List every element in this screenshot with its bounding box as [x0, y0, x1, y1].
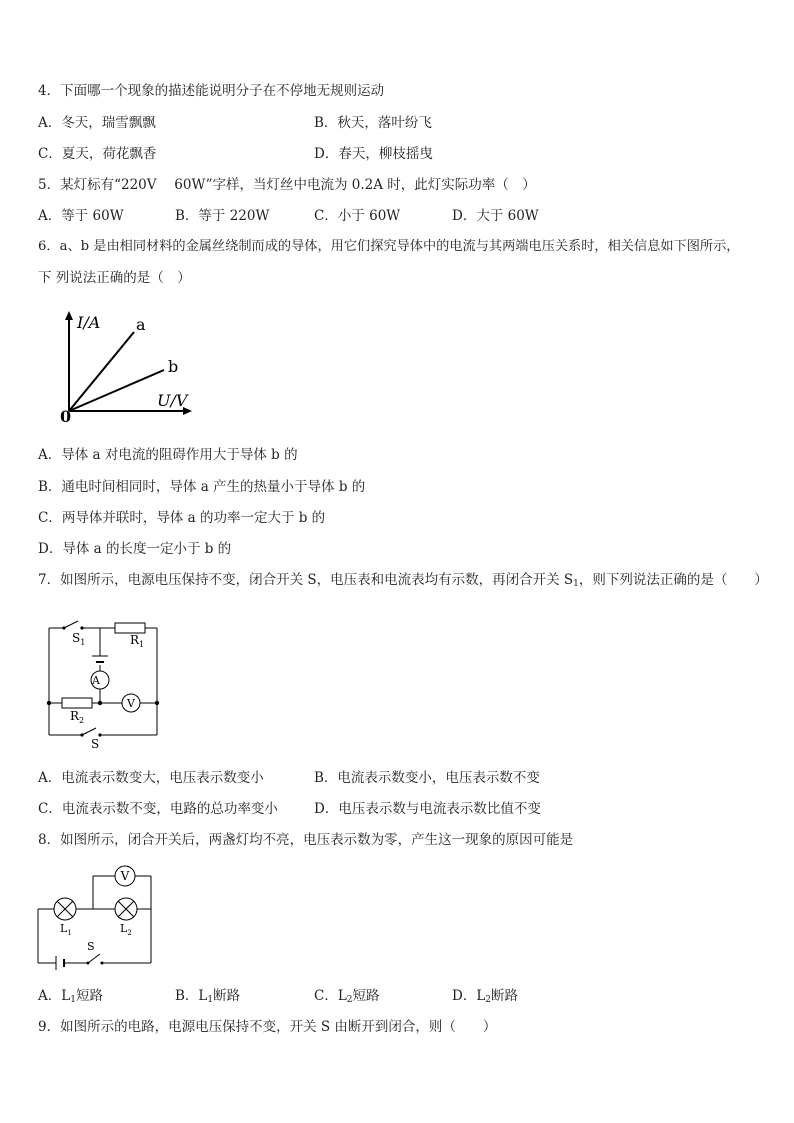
- q4-stem: 4．下面哪一个现象的描述能说明分子在不停地无规则运动: [38, 83, 385, 99]
- q4-option-b: B．秋天，落叶纷飞: [314, 115, 432, 131]
- q6-stem-line2: 下 列说法正确的是（ ）: [38, 270, 191, 286]
- switch-s1-blade: [64, 621, 78, 628]
- q7-stem-pre: 7．如图所示，电源电压保持不变，闭合开关 S，电压表和电流表均有示数，再闭合开关 S: [38, 572, 574, 588]
- switch-s-label: S: [87, 940, 95, 953]
- origin-label: 0: [60, 407, 72, 426]
- q5-option-c: C．小于 60W: [314, 208, 401, 224]
- q7-option-a: A．电流表示数变大，电压表示数变小: [38, 770, 264, 786]
- x-axis-label: U/V: [157, 391, 188, 410]
- switch-s-blade: [88, 954, 100, 963]
- junction-dot: [47, 701, 51, 705]
- switch-s-label: S: [91, 737, 100, 751]
- q6-stem-line1: 6．a、b 是由相同材料的金属丝绕制而成的导体，用它们探究导体中的电流与其两端电压关系时，相关信息如下图所示，: [38, 239, 740, 254]
- resistor-r1: [115, 623, 145, 633]
- y-axis-arrow-icon: [65, 311, 73, 320]
- q7-stem-post: ，则下列说法正确的是（ ）: [578, 572, 768, 588]
- q6-option-d: D．导体 a 的长度一定小于 b 的: [38, 541, 232, 557]
- q8-circuit-diagram: [34, 862, 159, 970]
- q6-option-b: B．通电时间相同时，导体 a 产生的热量小于导体 b 的: [38, 479, 366, 495]
- lamp-l1-label: $L_1$: [60, 922, 72, 937]
- q5-option-b: B．等于 220W: [175, 208, 270, 224]
- q5-stem: 5．某灯标有“220V 60W”字样，当灯丝中电流为 0.2A 时，此灯实际功率（ ）: [38, 177, 536, 193]
- resistor-r2-label: $R_2$: [70, 709, 85, 725]
- voltmeter-label: V: [120, 869, 130, 883]
- junction-dot: [98, 701, 102, 705]
- junction-dot: [155, 701, 159, 705]
- voltmeter-label: V: [127, 697, 135, 710]
- y-axis-label: I/A: [77, 313, 101, 332]
- resistor-r2: [62, 698, 92, 708]
- switch-s-blade: [82, 728, 96, 735]
- q7-stem-sub: 1: [573, 579, 579, 589]
- q5-option-a: A．等于 60W: [38, 208, 124, 224]
- q6-option-c: C．两导体并联时，导体 a 的功率一定大于 b 的: [38, 510, 326, 526]
- ammeter-label: A: [92, 674, 100, 687]
- q7-option-b: B．电流表示数变小，电压表示数不变: [314, 770, 540, 786]
- q8-option-b: B．$L_1$断路: [175, 988, 241, 1005]
- lamp-l2-label: $L_2$: [120, 922, 132, 937]
- q8-option-c: C．$L_2$短路: [314, 988, 380, 1005]
- q7-stem: [38, 571, 768, 593]
- q8-option-d: D．$L_2$断路: [452, 988, 519, 1005]
- q9-stem: 9．如图所示的电路，电源电压保持不变，开关 S 由断开到闭合，则（ ）: [38, 1019, 497, 1035]
- line-a-label: a: [136, 315, 146, 334]
- q8-option-a: A．$L_1$短路: [38, 988, 103, 1005]
- q7-option-d: D．电压表示数与电流表示数比值不变: [314, 801, 541, 817]
- q8-stem: 8．如图所示，闭合开关后，两盏灯均不亮，电压表示数为零，产生这一现象的原因可能是: [38, 832, 574, 848]
- graph-line-a: [69, 332, 134, 411]
- line-b-label: b: [168, 357, 179, 376]
- q7-circuit-diagram: [40, 616, 170, 751]
- q6-iu-graph: [52, 306, 202, 426]
- q4-option-a: A．冬天，瑞雪飘飘: [38, 115, 156, 131]
- q6-option-a: A．导体 a 对电流的阻碍作用大于导体 b 的: [38, 447, 298, 463]
- q7-option-c: C．电流表示数不变，电路的总功率变小: [38, 801, 278, 817]
- q4-option-d: D．春天，柳枝摇曳: [314, 146, 433, 162]
- switch-s1-label: $S_1$: [72, 631, 86, 647]
- resistor-r1-label: $R_1$: [130, 633, 145, 649]
- q5-option-d: D．大于 60W: [452, 208, 539, 224]
- graph-line-b: [69, 370, 164, 411]
- q4-option-c: C．夏天，荷花飘香: [38, 146, 157, 162]
